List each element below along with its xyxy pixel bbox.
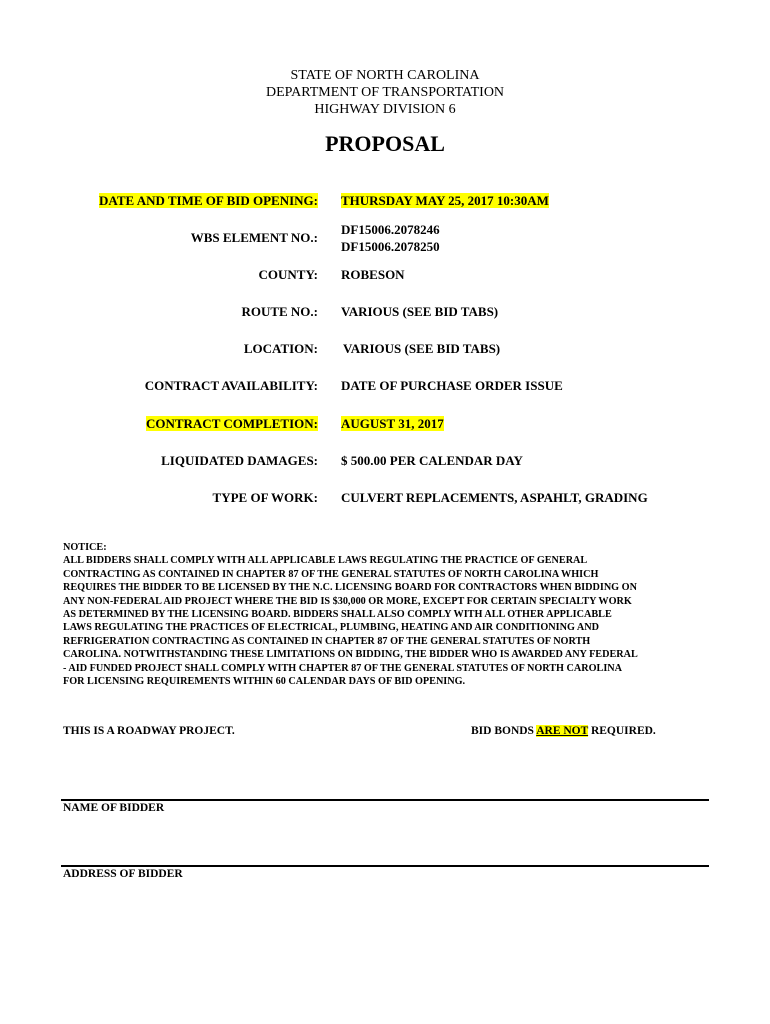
availability-label: CONTRACT AVAILABILITY: [144,378,318,393]
route-label: ROUTE NO.: [241,304,318,319]
completion-label-text: CONTRACT COMPLETION: [145,416,318,431]
county-label: COUNTY: [258,267,318,282]
notice-heading: NOTICE: [63,542,107,553]
notice-line: LAWS REGULATING THE PRACTICES OF ELECTRICAL, PLUMBING, HEATING AND AIR CONDITIONING AND [63,622,599,634]
completion-value [341,416,444,432]
notice-line: CAROLINA. NOTWITHSTANDING THESE LIMITATIONS ON BIDDING, THE BIDDER WHO IS AWARDED ANY FEDERAL [63,649,638,661]
notice-line: ALL BIDDERS SHALL COMPLY WITH ALL APPLICABLE LAWS REGULATING THE PRACTICE OF GENERAL [63,555,588,567]
notice-line: REFRIGERATION CONTRACTING AS CONTAINED IN CHAPTER 87 OF THE GENERAL STATUTES OF NORTH [63,635,591,647]
address-of-bidder-line[interactable] [61,865,709,867]
work-label: TYPE OF WORK: [212,490,318,505]
name-of-bidder-label: NAME OF BIDDER [63,802,165,814]
damages-value: $ 500.00 PER CALENDAR DAY [341,453,523,468]
bid-bonds-prefix: BID BONDS [471,725,534,737]
address-of-bidder-label: ADDRESS OF BIDDER [63,868,183,880]
bid-opening-value [341,193,549,209]
wbs-value-2: DF15006.2078250 [341,239,440,254]
bid-bonds-suffix: REQUIRED. [590,725,656,737]
header-division: HIGHWAY DIVISION 6 [314,102,456,117]
notice-line: AS DETERMINED BY THE LICENSING BOARD. BIDDERS SHALL ALSO COMPLY WITH ALL OTHER APPLICABLE [63,609,612,621]
roadway-statement: THIS IS A ROADWAY PROJECT. [63,725,235,737]
location-value: VARIOUS (SEE BID TABS) [343,341,501,356]
notice-line: FOR LICENSING REQUIREMENTS WITHIN 60 CALENDAR DAYS OF BID OPENING. [63,676,466,688]
damages-label: LIQUIDATED DAMAGES: [161,453,318,468]
header-state: STATE OF NORTH CAROLINA [290,68,480,83]
county-value: ROBESON [341,267,405,282]
completion-label [146,416,318,432]
wbs-label: WBS ELEMENT NO.: [190,230,318,245]
location-label: LOCATION: [243,341,318,356]
notice-block [63,541,708,688]
notice-line: - AID FUNDED PROJECT SHALL COMPLY WITH CHAPTER 87 OF THE GENERAL STATUTES OF NORTH CAROLINA [63,662,622,674]
name-of-bidder-line[interactable] [61,799,709,801]
notice-line: REQUIRES THE BIDDER TO BE LICENSED BY THE N.C. LICENSING BOARD FOR CONTRACTORS WHEN BIDDING ON [63,582,637,594]
page-title: PROPOSAL [325,131,445,156]
wbs-value-1: DF15006.2078246 [341,222,440,237]
bid-opening-label [99,193,318,209]
bid-bonds-emphasis: ARE NOT [536,725,589,737]
notice-line: ANY NON-FEDERAL AID PROJECT WHERE THE BID IS $30,000 OR MORE, EXCEPT FOR CERTAIN SPECIALTY WORK [63,595,632,607]
bid-opening-value-text: THURSDAY MAY 25, 2017 10:30AM [341,193,549,208]
header-department: DEPARTMENT OF TRANSPORTATION [265,85,505,100]
bid-opening-label-text: DATE AND TIME OF BID OPENING: [99,193,318,208]
work-value: CULVERT REPLACEMENTS, ASPAHLT, GRADING [341,490,648,505]
completion-value-text: AUGUST 31, 2017 [341,416,444,431]
notice-line: CONTRACTING AS CONTAINED IN CHAPTER 87 OF THE GENERAL STATUTES OF NORTH CAROLINA WHICH [63,568,599,580]
route-value: VARIOUS (SEE BID TABS) [341,304,499,319]
availability-value: DATE OF PURCHASE ORDER ISSUE [341,378,563,393]
bid-bonds-statement [471,725,656,737]
